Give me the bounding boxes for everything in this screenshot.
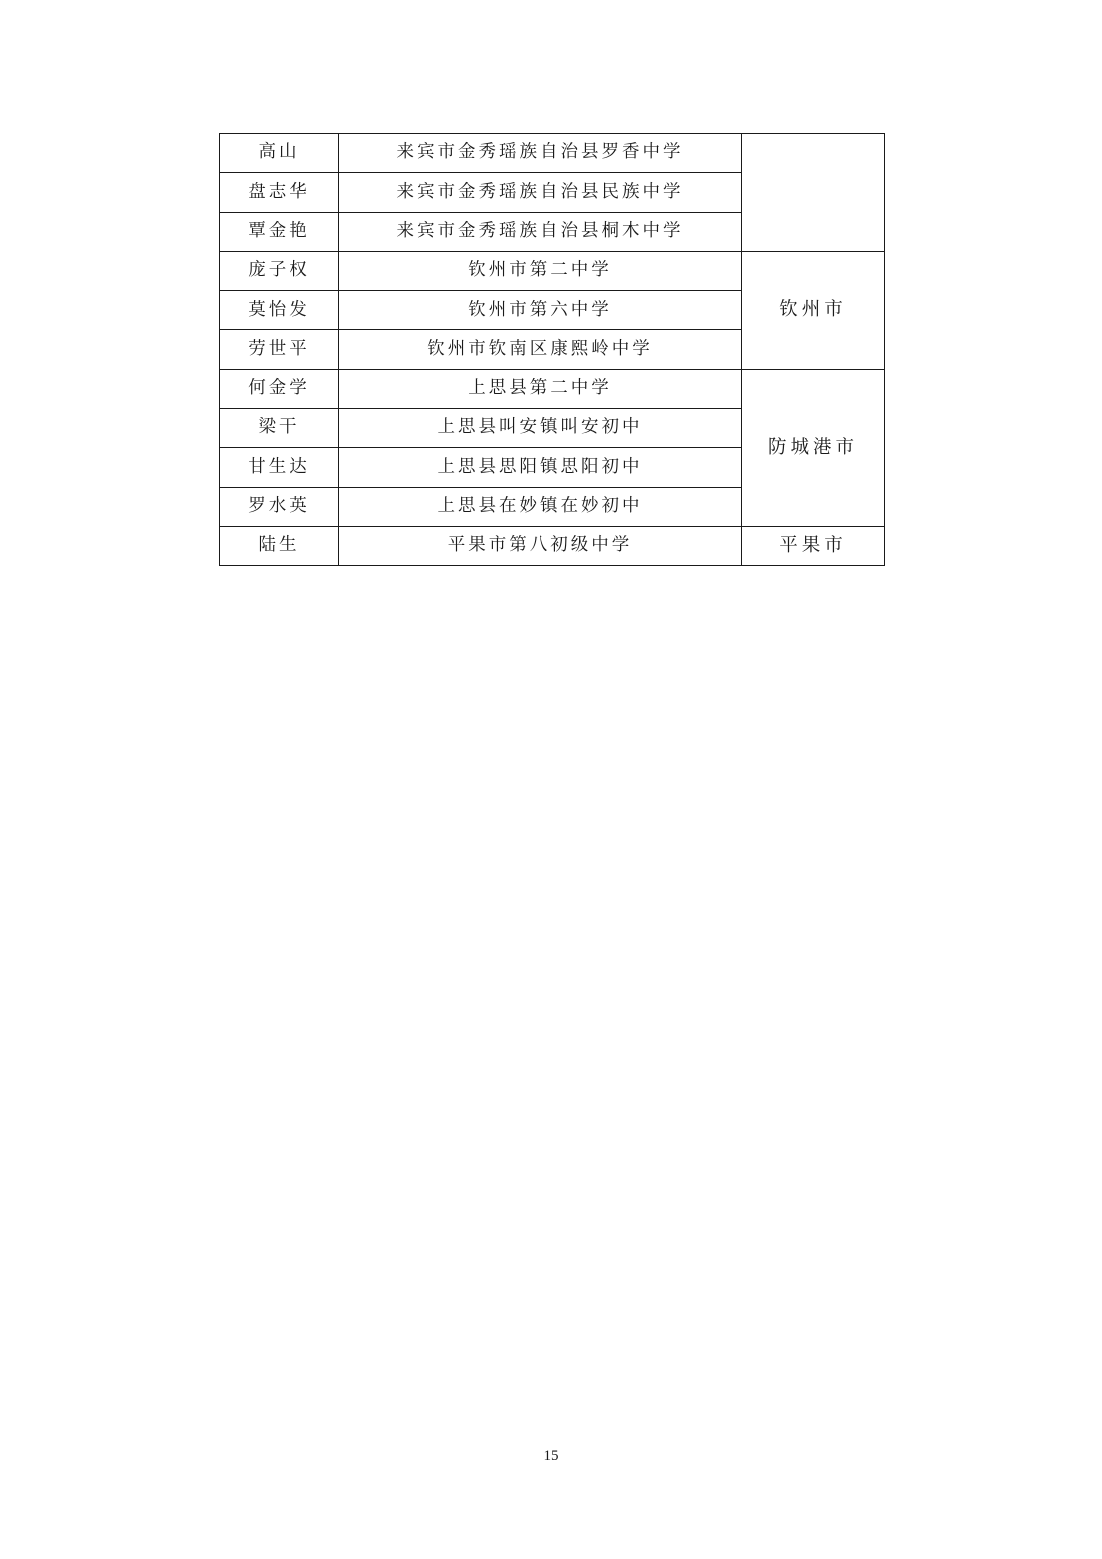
table-row [220,251,885,290]
school-cell: 上思县在妙镇在妙初中 [339,487,742,526]
roster-table [219,133,885,566]
table-row [220,134,885,173]
school-cell: 上思县叫安镇叫安初中 [339,409,742,448]
school-cell: 钦州市钦南区康熙岭中学 [339,330,742,369]
school-cell: 来宾市金秀瑶族自治县罗香中学 [339,134,742,173]
name-cell: 罗水英 [220,487,339,526]
name-cell: 庞子权 [220,251,339,290]
table-row [220,526,885,565]
city-cell [742,134,885,252]
city-cell: 防城港市 [742,369,885,526]
school-cell: 钦州市第二中学 [339,251,742,290]
name-cell: 劳世平 [220,330,339,369]
city-cell: 平果市 [742,526,885,565]
name-cell: 何金学 [220,369,339,408]
name-cell: 陆生 [220,526,339,565]
school-cell: 上思县思阳镇思阳初中 [339,448,742,487]
school-cell: 钦州市第六中学 [339,291,742,330]
name-cell: 覃金艳 [220,212,339,251]
name-cell: 盘志华 [220,173,339,212]
table-row [220,369,885,408]
name-cell: 甘生达 [220,448,339,487]
page-number: 15 [543,1448,559,1464]
school-cell: 平果市第八初级中学 [339,526,742,565]
name-cell: 莫怡发 [220,291,339,330]
city-cell: 钦州市 [742,251,885,369]
school-cell: 上思县第二中学 [339,369,742,408]
school-cell: 来宾市金秀瑶族自治县民族中学 [339,173,742,212]
name-cell: 高山 [220,134,339,173]
school-cell: 来宾市金秀瑶族自治县桐木中学 [339,212,742,251]
name-cell: 梁干 [220,409,339,448]
